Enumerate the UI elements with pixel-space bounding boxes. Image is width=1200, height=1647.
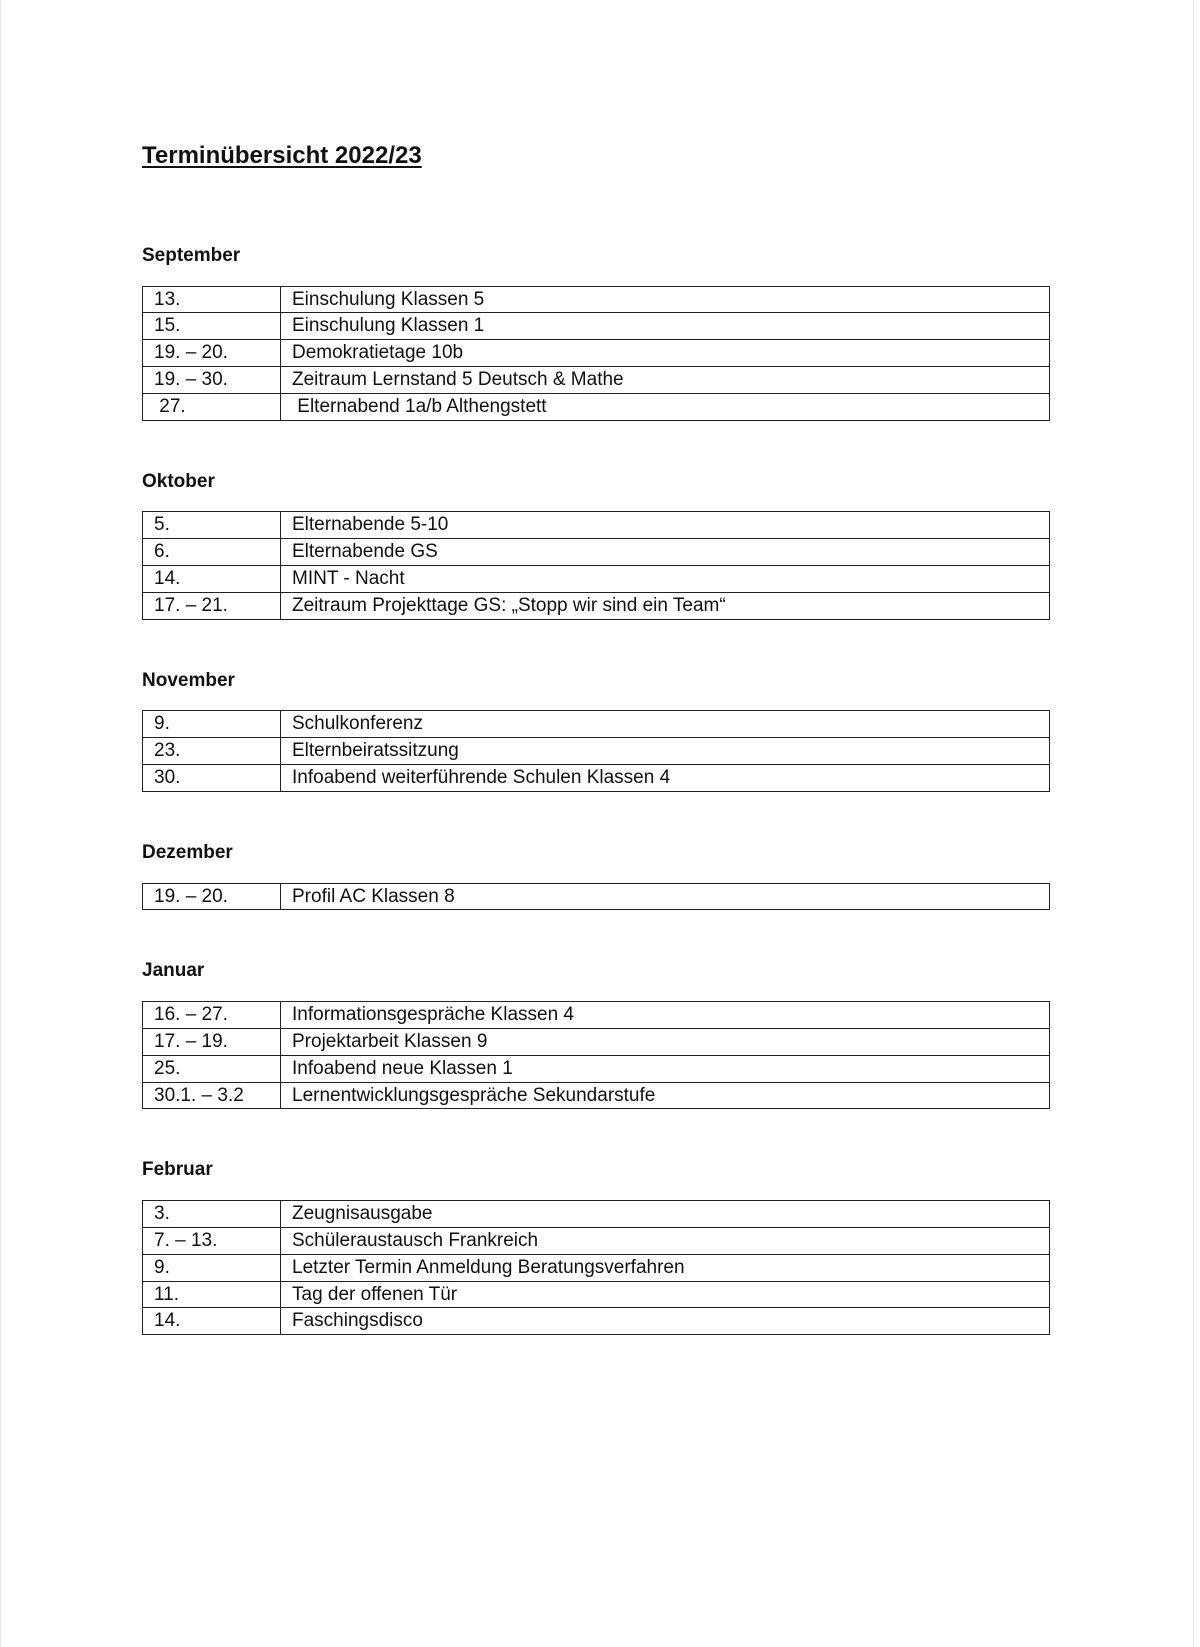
events-table xyxy=(142,1001,1050,1109)
event-description: Infoabend neue Klassen 1 xyxy=(281,1055,1050,1082)
table-row xyxy=(143,539,1050,566)
table-row xyxy=(143,1201,1050,1228)
event-description: Schüleraustausch Frankreich xyxy=(281,1227,1050,1254)
table-row xyxy=(143,1082,1050,1109)
table-row xyxy=(143,313,1050,340)
event-description: Infoabend weiterführende Schulen Klassen 4 xyxy=(281,764,1050,791)
event-description: Zeitraum Lernstand 5 Deutsch & Mathe xyxy=(281,366,1050,393)
events-table xyxy=(142,286,1050,421)
month-heading: November xyxy=(142,669,235,691)
event-description: Informationsgespräche Klassen 4 xyxy=(281,1002,1050,1029)
table-row xyxy=(143,1308,1050,1335)
events-table xyxy=(142,883,1050,911)
document-content xyxy=(142,142,1052,1385)
events-table xyxy=(142,511,1050,619)
event-description: Zeugnisausgabe xyxy=(281,1201,1050,1228)
table-row xyxy=(143,738,1050,765)
table-row xyxy=(143,1028,1050,1055)
document-title: Terminübersicht 2022/23 xyxy=(142,142,422,169)
event-date: 14. xyxy=(143,1308,281,1335)
month-heading: Oktober xyxy=(142,470,215,492)
event-description: Einschulung Klassen 1 xyxy=(281,313,1050,340)
month-section-januar xyxy=(142,960,1052,1109)
event-date: 14. xyxy=(143,565,281,592)
table-row xyxy=(143,565,1050,592)
event-date: 27. xyxy=(143,393,281,420)
table-row xyxy=(143,711,1050,738)
event-description: Lernentwicklungsgespräche Sekundarstufe xyxy=(281,1082,1050,1109)
table-row xyxy=(143,393,1050,420)
event-date: 9. xyxy=(143,711,281,738)
table-row xyxy=(143,340,1050,367)
events-table xyxy=(142,1200,1050,1335)
event-date: 19. – 20. xyxy=(143,883,281,910)
table-row xyxy=(143,512,1050,539)
table-row xyxy=(143,366,1050,393)
event-description: Elternbeiratssitzung xyxy=(281,738,1050,765)
table-row xyxy=(143,1055,1050,1082)
month-heading: September xyxy=(142,244,241,266)
table-row xyxy=(143,883,1050,910)
event-date: 11. xyxy=(143,1281,281,1308)
event-date: 25. xyxy=(143,1055,281,1082)
event-date: 19. – 20. xyxy=(143,340,281,367)
event-date: 30.1. – 3.2 xyxy=(143,1082,281,1109)
event-date: 16. – 27. xyxy=(143,1002,281,1029)
month-section-dezember xyxy=(142,842,1052,911)
table-row xyxy=(143,1254,1050,1281)
month-heading: Dezember xyxy=(142,841,233,863)
event-date: 19. – 30. xyxy=(143,366,281,393)
table-row xyxy=(143,1227,1050,1254)
event-date: 30. xyxy=(143,764,281,791)
event-description: Elternabende 5-10 xyxy=(281,512,1050,539)
event-description: Letzter Termin Anmeldung Beratungsverfahren xyxy=(281,1254,1050,1281)
event-description: MINT - Nacht xyxy=(281,565,1050,592)
month-section-november xyxy=(142,670,1052,792)
months-container xyxy=(142,245,1052,1335)
event-description: Profil AC Klassen 8 xyxy=(281,883,1050,910)
event-date: 17. – 19. xyxy=(143,1028,281,1055)
event-date: 3. xyxy=(143,1201,281,1228)
event-date: 6. xyxy=(143,539,281,566)
table-row xyxy=(143,286,1050,313)
event-description: Demokratietage 10b xyxy=(281,340,1050,367)
month-section-februar xyxy=(142,1159,1052,1335)
month-section-oktober xyxy=(142,471,1052,620)
month-section-september xyxy=(142,245,1052,421)
event-date: 23. xyxy=(143,738,281,765)
event-date: 17. – 21. xyxy=(143,592,281,619)
month-heading: Februar xyxy=(142,1159,213,1181)
event-description: Elternabende GS xyxy=(281,539,1050,566)
table-row xyxy=(143,1002,1050,1029)
event-description: Faschingsdisco xyxy=(281,1308,1050,1335)
event-date: 13. xyxy=(143,286,281,313)
event-description: Schulkonferenz xyxy=(281,711,1050,738)
event-description: Tag der offenen Tür xyxy=(281,1281,1050,1308)
event-date: 5. xyxy=(143,512,281,539)
event-date: 7. – 13. xyxy=(143,1227,281,1254)
events-table xyxy=(142,710,1050,791)
event-description: Elternabend 1a/b Althengstett xyxy=(281,393,1050,420)
month-heading: Januar xyxy=(142,960,205,982)
event-date: 15. xyxy=(143,313,281,340)
table-row xyxy=(143,592,1050,619)
event-description: Projektarbeit Klassen 9 xyxy=(281,1028,1050,1055)
table-row xyxy=(143,764,1050,791)
event-description: Zeitraum Projekttage GS: „Stopp wir sind ein Team“ xyxy=(281,592,1050,619)
event-description: Einschulung Klassen 5 xyxy=(281,286,1050,313)
event-date: 9. xyxy=(143,1254,281,1281)
table-row xyxy=(143,1281,1050,1308)
